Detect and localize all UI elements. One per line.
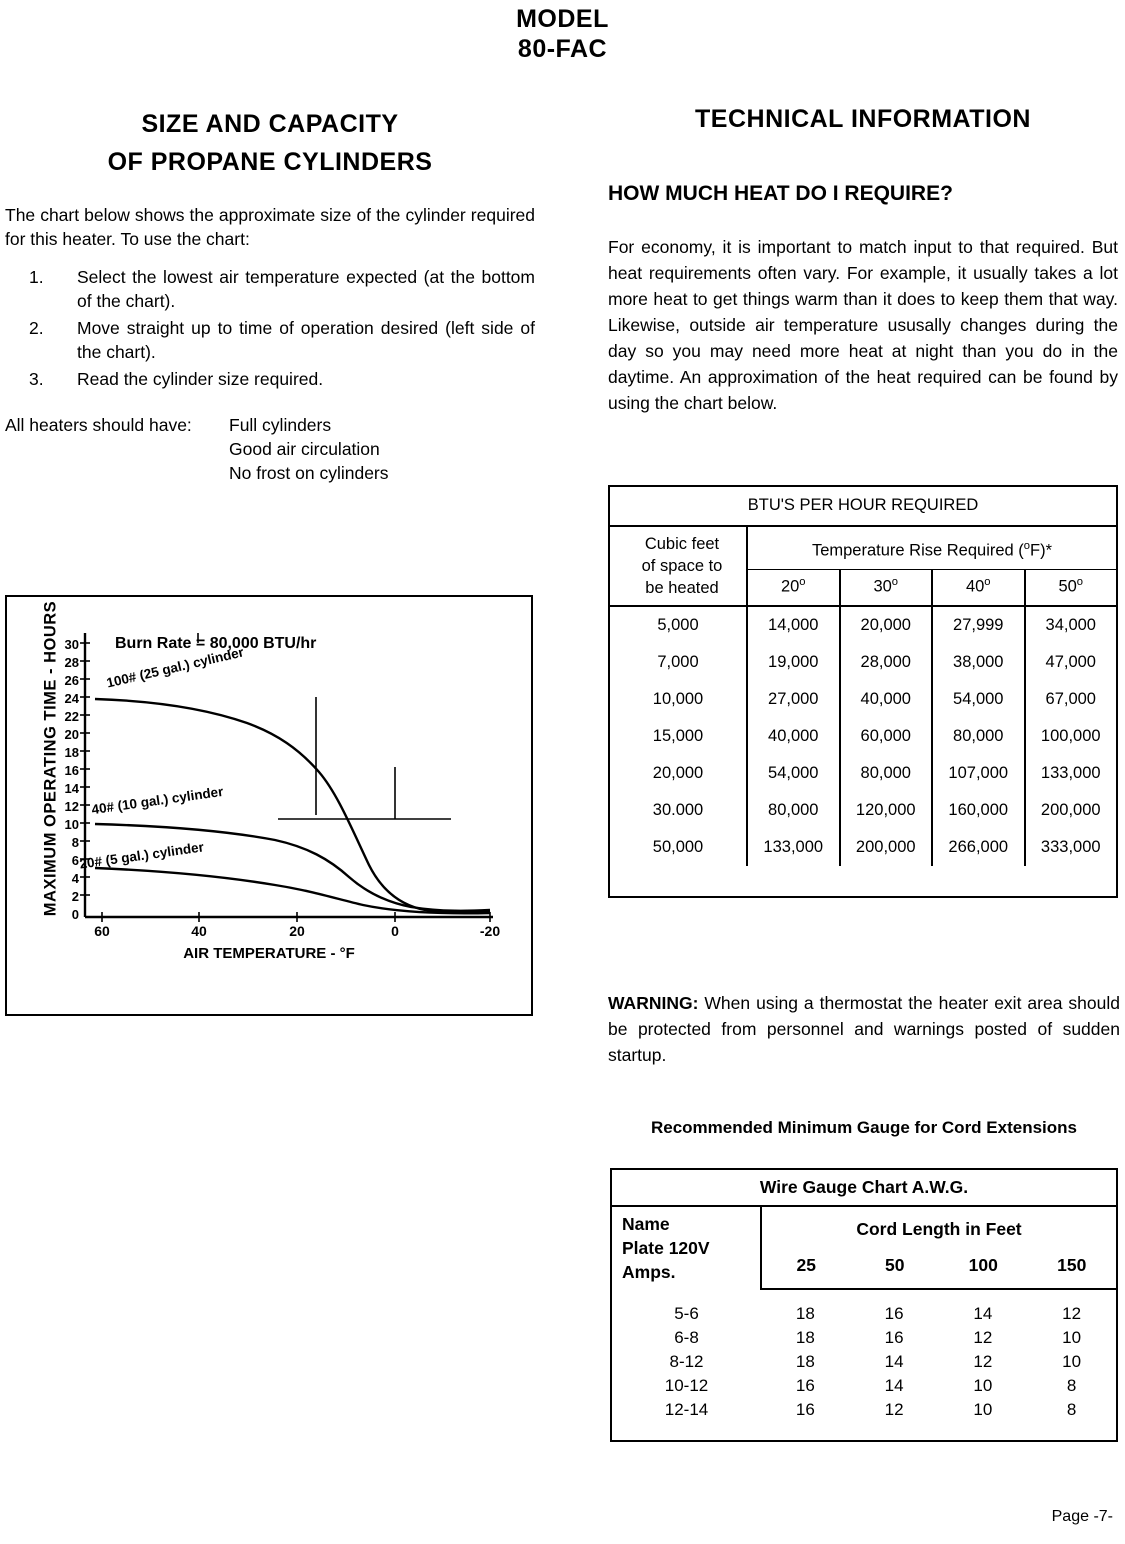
all-heaters-values: [229, 413, 389, 485]
table-row: [609, 681, 1117, 718]
btu-value: 19,000: [747, 644, 840, 681]
cord-length-header: Cord Length in Feet: [856, 1219, 1022, 1240]
btu-value: 54,000: [747, 755, 840, 792]
gauge-values: [761, 1398, 1117, 1422]
heat-requirement-body: For economy, it is important to match input to that required. But heat requirements often vary. For example, it usually takes a lot more heat to get things warm than it does to keep them that way. Likewise, outside air temperature ususally changes during the day so you may need more heat at night than you do in the daytime. An approximation of the heat required can be found by using the chart below.: [608, 237, 1118, 413]
btu-value: 28,000: [840, 644, 933, 681]
left-intro-text: The chart below shows the approximate size of the cylinder required for this heater. To use the chart:: [5, 205, 535, 249]
degree-symbol-icon: o: [891, 576, 899, 589]
chart-y-tick: 18: [64, 745, 79, 760]
gauge-value: 12: [973, 1352, 993, 1371]
chart-x-tick: 20: [289, 923, 305, 939]
table-row: [611, 1374, 1117, 1398]
btu-value: 34,000: [1045, 616, 1096, 634]
table-row: [609, 644, 1117, 681]
gauge-value: 16: [795, 1400, 815, 1419]
table-row: [609, 755, 1117, 792]
gauge-values: [761, 1302, 1117, 1326]
btu-value: 200,000: [840, 829, 933, 866]
gauge-value: 8: [1066, 1376, 1077, 1395]
curve-label-40lb: 40# (10 gal.) cylinder: [90, 783, 225, 818]
wire-gauge-table: [610, 1168, 1118, 1442]
btu-column-header: 20$^o$: [747, 569, 840, 606]
btu-value: 80,000: [747, 792, 840, 829]
chart-title: Burn Rate = 80,000 BTU/hr: [115, 635, 317, 652]
btu-rise-header-text: Temperature Rise Required (: [811, 541, 1024, 560]
btu-value: 160,000: [932, 792, 1025, 829]
wire-gauge-caption: Recommended Minimum Gauge for Cord Extensions: [650, 1118, 1077, 1137]
btu-table-bottom-pad: [609, 866, 1117, 897]
chart-x-axis-label-text: AIR TEMPERATURE - °F: [183, 945, 355, 962]
amps-range: 8-12: [669, 1352, 704, 1371]
step-number: 2.: [29, 318, 44, 338]
wire-gauge-row-header-line: Amps.: [622, 1262, 676, 1282]
btu-value: 107,000: [932, 755, 1025, 792]
table-row: [609, 829, 1117, 866]
chart-y-tick: 4: [71, 871, 79, 886]
step-item: [5, 265, 535, 313]
page-number: Page -7-: [1051, 1508, 1113, 1525]
chart-y-tick: 2: [71, 889, 79, 904]
chart-x-tick: -20: [479, 923, 501, 939]
btu-value: 60,000: [840, 718, 933, 755]
amps-range: 12-14: [664, 1400, 709, 1419]
cord-length-value: 100: [968, 1255, 998, 1276]
btu-value: 27,999: [932, 606, 1025, 644]
step-text: Read the cylinder size required.: [77, 369, 324, 389]
gauge-values: [761, 1374, 1117, 1398]
wire-gauge-title: Wire Gauge Chart A.W.G.: [611, 1169, 1117, 1206]
gauge-value: 18: [795, 1352, 815, 1371]
step-text: Select the lowest air temperature expected (at the bottom of the chart).: [77, 267, 535, 311]
btu-value: 54,000: [932, 681, 1025, 718]
gauge-value: 8: [1066, 1400, 1077, 1419]
btu-cubic-feet: 10,000: [609, 681, 747, 718]
section-title-size-capacity: [5, 105, 535, 181]
chart-y-tick: 28: [64, 655, 79, 670]
cylinder-capacity-chart: [5, 595, 533, 1016]
degree-symbol-icon: o: [799, 576, 806, 589]
gauge-value: 10: [973, 1376, 993, 1395]
table-row: [609, 792, 1117, 829]
model-number: 80-FAC: [517, 35, 608, 63]
btu-value: 200,000: [1040, 801, 1101, 819]
cord-length-value: 150: [1057, 1255, 1087, 1276]
table-row: [609, 718, 1117, 755]
gauge-value: 14: [884, 1352, 904, 1371]
amps-range: 6-8: [674, 1328, 699, 1347]
all-heaters-value: No frost on cylinders: [229, 463, 389, 483]
step-item: [5, 367, 535, 391]
chart-y-tick: 10: [64, 817, 79, 832]
btu-value: 40,000: [747, 718, 840, 755]
gauge-value: 10: [1062, 1328, 1082, 1347]
btu-value: 120,000: [840, 792, 933, 829]
chart-x-tick: 60: [94, 923, 110, 939]
btu-value: 47,000: [1045, 653, 1096, 671]
gauge-value: 12: [973, 1328, 993, 1347]
all-heaters-value: Full cylinders: [229, 415, 332, 435]
btu-value: 133,000: [1040, 764, 1101, 782]
curve-label-100lb: 100# (25 gal.) cylinder: [105, 644, 246, 691]
btu-per-hour-table: [608, 485, 1118, 898]
model-label: MODEL: [516, 5, 609, 33]
chart-x-tick: 0: [391, 923, 399, 939]
size-capacity-line2: OF PROPANE CYLINDERS: [107, 148, 433, 176]
size-capacity-line1: SIZE AND CAPACITY: [141, 110, 399, 138]
btu-value: 80,000: [840, 755, 933, 792]
btu-value: 266,000: [932, 829, 1025, 866]
step-item: [5, 316, 535, 364]
warning-text: When using a thermostat the heater exit area should be protected from personnel and warnings posted of sudden startup.: [608, 993, 1120, 1065]
left-intro-block: [5, 203, 535, 483]
curve-label-20lb: 20# (5 gal.) cylinder: [78, 839, 205, 872]
btu-value: 40,000: [840, 681, 933, 718]
btu-cubic-feet: 50,000: [609, 829, 747, 866]
btu-row-header-line: Cubic feet: [644, 535, 720, 553]
chart-y-tick: 8: [71, 835, 79, 850]
btu-temperature-rise-header: [747, 526, 1117, 569]
gauge-value: 12: [884, 1400, 904, 1419]
btu-rise-header-unit: F)*: [1030, 541, 1053, 560]
gauge-value: 10: [1062, 1352, 1082, 1371]
section-title-technical-information: TECHNICAL INFORMATION: [695, 105, 1031, 133]
chart-y-tick: 20: [64, 727, 79, 742]
step-number: 3.: [29, 369, 44, 389]
gauge-value: 16: [884, 1328, 904, 1347]
btu-column-header: 40$^o$: [932, 569, 1025, 606]
btu-row-header-line: be heated: [645, 579, 719, 597]
btu-cubic-feet: 7,000: [609, 644, 747, 681]
btu-value: 38,000: [932, 644, 1025, 681]
gauge-value: 14: [884, 1376, 904, 1395]
btu-cubic-feet: 30.000: [609, 792, 747, 829]
cord-length-values: [761, 1247, 1117, 1289]
chart-y-tick: 16: [64, 763, 79, 778]
chart-y-tick: 0: [71, 907, 79, 922]
chart-y-tick: 24: [64, 691, 79, 706]
gauge-value: 14: [973, 1304, 993, 1323]
chart-y-tick: 22: [64, 709, 79, 724]
table-row: [611, 1302, 1117, 1326]
gauge-values: [761, 1350, 1117, 1374]
step-text: Move straight up to time of operation desired (left side of the chart).: [77, 318, 535, 362]
gauge-value: 16: [795, 1376, 815, 1395]
btu-cubic-feet: 15,000: [609, 718, 747, 755]
step-number: 1.: [29, 267, 44, 287]
btu-cubic-feet: 5,000: [609, 606, 747, 644]
degree-symbol-icon: o: [1023, 539, 1031, 552]
btu-value: 333,000: [1040, 838, 1101, 856]
wire-gauge-row-header-line: Plate 120V: [622, 1238, 710, 1258]
cord-length-value: 50: [885, 1255, 905, 1276]
gauge-value: 16: [884, 1304, 904, 1323]
gauge-value: 18: [795, 1304, 815, 1323]
left-column: [5, 105, 535, 483]
warning-label: WARNING:: [608, 993, 699, 1013]
all-heaters-label: All heaters should have:: [5, 415, 192, 435]
thermostat-warning: [608, 990, 1120, 1068]
chart-y-tick: 30: [64, 637, 79, 652]
all-heaters-block: [5, 413, 535, 483]
degree-symbol-icon: o: [984, 576, 991, 589]
btu-value: 14,000: [747, 606, 840, 644]
gauge-values: [761, 1326, 1117, 1350]
btu-value: 67,000: [1045, 690, 1096, 708]
chart-y-tick: 6: [71, 853, 79, 868]
btu-table-title: BTU'S PER HOUR REQUIRED: [609, 486, 1117, 526]
chart-y-axis-label: MAXIMUM OPERATING TIME - HOURS: [41, 600, 60, 917]
table-row: [609, 606, 1117, 644]
table-row: [611, 1326, 1117, 1350]
cord-length-value: 25: [796, 1255, 816, 1276]
btu-value: 133,000: [747, 829, 840, 866]
right-column: [608, 105, 1118, 416]
table-row: [611, 1350, 1117, 1374]
btu-value: 100,000: [1040, 727, 1101, 745]
chart-y-tick: 26: [64, 673, 79, 688]
btu-column-header: 30$^o$: [840, 569, 933, 606]
model-header: [0, 4, 1125, 64]
chart-x-tick: 40: [191, 923, 207, 939]
btu-row-header-label: [609, 526, 747, 606]
gauge-value: 10: [973, 1400, 993, 1419]
gauge-value: 12: [1062, 1304, 1082, 1323]
gauge-value: 18: [795, 1328, 815, 1347]
btu-row-header-line: of space to: [641, 557, 723, 575]
heat-requirement-heading: HOW MUCH HEAT DO I REQUIRE?: [608, 182, 953, 205]
table-row: [611, 1398, 1117, 1422]
all-heaters-value: Good air circulation: [229, 439, 380, 459]
instruction-steps: [5, 265, 535, 391]
amps-range: 5-6: [674, 1304, 699, 1323]
btu-value: 80,000: [932, 718, 1025, 755]
btu-cubic-feet: 20,000: [609, 755, 747, 792]
btu-column-header: 50$^o$: [1025, 569, 1118, 606]
amps-range: 10-12: [664, 1376, 709, 1395]
chart-y-tick: 12: [64, 799, 79, 814]
chart-plot-svg: [7, 597, 531, 1014]
btu-value: 27,000: [747, 681, 840, 718]
btu-value: 20,000: [840, 606, 933, 644]
degree-symbol-icon: o: [1076, 576, 1084, 589]
wire-gauge-row-header-line: Name: [622, 1214, 670, 1234]
wire-gauge-row-header: [611, 1206, 761, 1289]
chart-y-tick: 14: [64, 781, 79, 796]
